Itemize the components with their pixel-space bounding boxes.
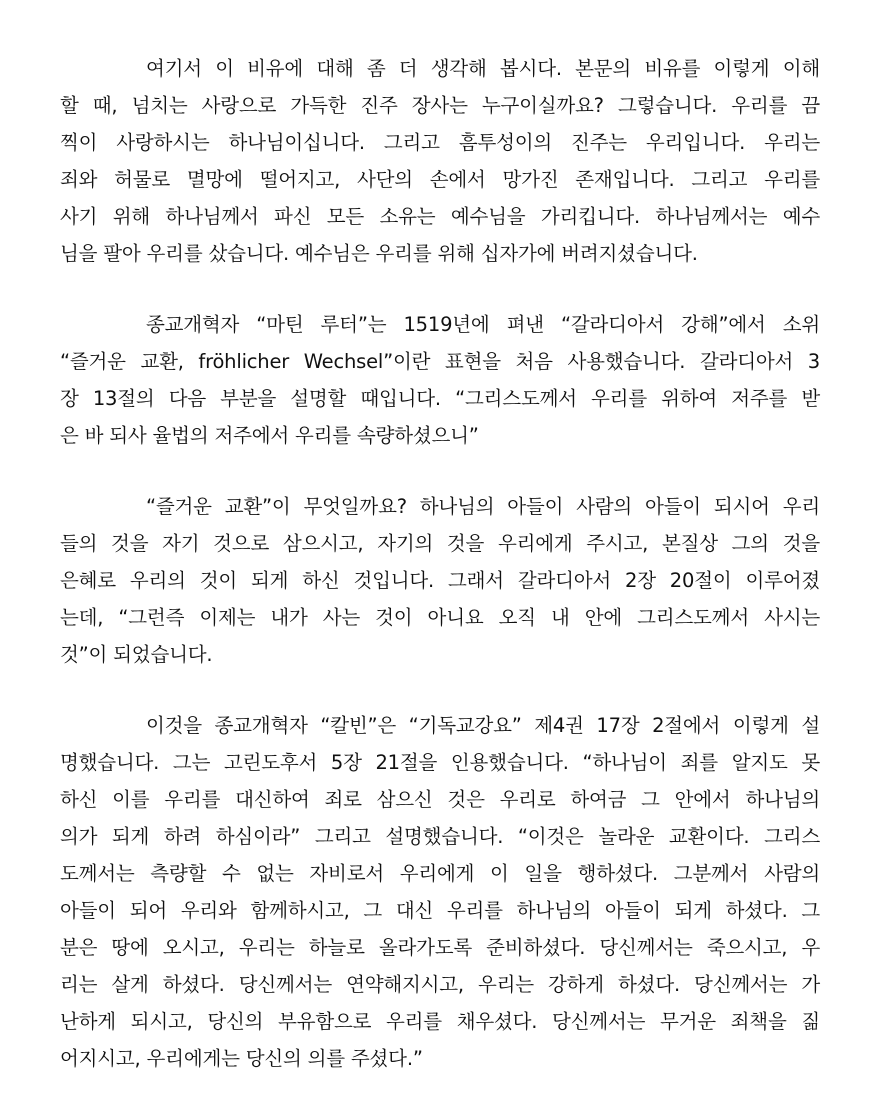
text-line: 어지시고, 우리에게는 당신의 의를 주셨다.” [60, 1047, 423, 1070]
text-line: 분은 땅에 오시고, 우리는 하늘로 올라가도록 준비하셨다. 당신께서는 죽으시고, 우 [60, 936, 820, 959]
text-line: 명했습니다. 그는 고린도후서 5장 21절을 인용했습니다. “하나님이 죄를 알지도 못 [60, 751, 820, 774]
paragraph-2 [60, 306, 820, 454]
text-line: 은혜로 우리의 것이 되게 하신 것입니다. 그래서 갈라디아서 2장 20절이 이루어졌 [60, 569, 820, 592]
text-line: 하신 이를 우리를 대신하여 죄로 삼으신 것은 우리로 하여금 그 안에서 하나님의 [60, 788, 820, 811]
document-page [60, 50, 820, 1111]
text-line: 찍이 사랑하시는 하나님이십니다. 그리고 흠투성이의 진주는 우리입니다. 우리는 [60, 131, 820, 154]
text-line: “즐거운 교환”이 무엇일까요? 하나님의 아들이 사람의 아들이 되시어 우리 [146, 495, 820, 518]
text-line: 의가 되게 하려 하심이라” 그리고 설명했습니다. “이것은 놀라운 교환이다. 그리스 [60, 825, 820, 848]
paragraph-3 [60, 488, 820, 673]
text-line: 은 바 되사 율법의 저주에서 우리를 속량하셨으니” [60, 424, 479, 447]
text-line: 종교개혁자 “마틴 루터”는 1519년에 펴낸 “갈라디아서 강해”에서 소위 [146, 313, 820, 336]
paragraph-1 [60, 50, 820, 272]
text-line: 리는 살게 하셨다. 당신께서는 연약해지시고, 우리는 강하게 하셨다. 당신께서는 가 [60, 973, 820, 996]
text-line: 것”이 되었습니다. [60, 643, 213, 666]
text-line: 들의 것을 자기 것으로 삼으시고, 자기의 것을 우리에게 주시고, 본질상 그의 것을 [60, 532, 820, 555]
text-line: 도께서는 측량할 수 없는 자비로서 우리에게 이 일을 행하셨다. 그분께서 사람의 [60, 862, 820, 885]
text-line: 죄와 허물로 멸망에 떨어지고, 사단의 손에서 망가진 존재입니다. 그리고 우리를 [60, 168, 820, 191]
text-line: 여기서 이 비유에 대해 좀 더 생각해 봅시다. 본문의 비유를 이렇게 이해 [146, 57, 820, 80]
text-line: 난하게 되시고, 당신의 부유함으로 우리를 채우셨다. 당신께서는 무거운 죄책을 짊 [60, 1010, 820, 1033]
text-line: “즐거운 교환, fröhlicher Wechsel”이란 표현을 처음 사용했습니다. 갈라디아서 3 [60, 350, 820, 373]
text-line: 아들이 되어 우리와 함께하시고, 그 대신 우리를 하나님의 아들이 되게 하셨다. 그 [60, 899, 820, 922]
paragraph-4 [60, 707, 820, 1077]
text-line: 는데, “그런즉 이제는 내가 사는 것이 아니요 오직 내 안에 그리스도께서 사시는 [60, 606, 820, 629]
text-line: 사기 위해 하나님께서 파신 모든 소유는 예수님을 가리킵니다. 하나님께서는 예수 [60, 205, 820, 228]
text-line: 장 13절의 다음 부분을 설명할 때입니다. “그리스도께서 우리를 위하여 저주를 받 [60, 387, 820, 410]
text-line: 할 때, 넘치는 사랑으로 가득한 진주 장사는 누구이실까요? 그렇습니다. 우리를 끔 [60, 94, 820, 117]
text-line: 님을 팔아 우리를 샀습니다. 예수님은 우리를 위해 십자가에 버려지셨습니다. [60, 242, 698, 265]
text-line: 이것을 종교개혁자 “칼빈”은 “기독교강요” 제4권 17장 2절에서 이렇게 설 [146, 714, 820, 737]
